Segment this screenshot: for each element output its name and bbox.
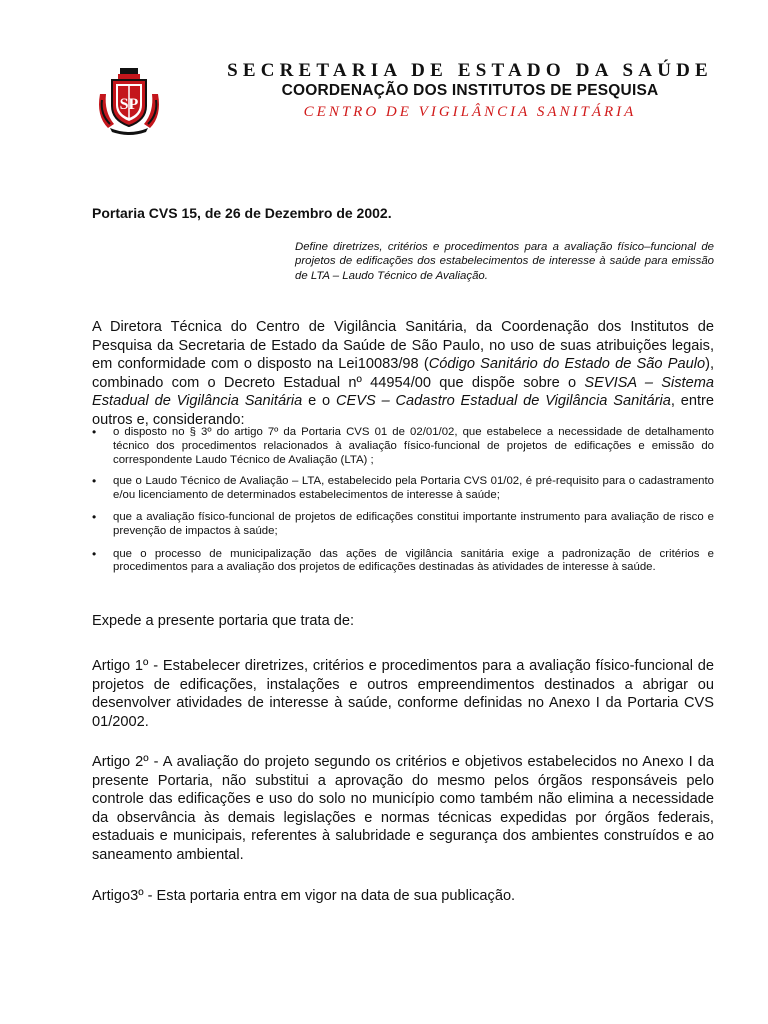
header-centro: CENTRO DE VIGILÂNCIA SANITÁRIA — [303, 104, 637, 120]
bullet-icon: • — [92, 509, 97, 524]
list-item: • que o processo de municipalização das ações de vigilância sanitária exige a padronização de critérios e procedimentos para a avaliação dos projetos de edificações destinadas às atividades de interesse à saúde. — [92, 546, 714, 574]
list-item: • que a avaliação físico-funcional de projetos de edificações constitui importante instrumento para avaliação de risco e prevenção de impactos à saúde; — [92, 509, 714, 537]
list-item: • o disposto no § 3º do artigo 7º da Portaria CVS 01 de 02/01/02, que estabelece a necessidade de detalhamento técnico dos procedimentos relacionados à avaliação físico-funcional de projetos de edificações e emissão do correspondente Laudo Técnico de Avaliação (LTA) ; — [92, 425, 714, 466]
considerandos-list — [92, 426, 714, 583]
header-secretaria: SECRETARIA DE ESTADO DA SAÚDE — [227, 60, 713, 81]
artigo-3: Artigo3º - Esta portaria entra em vigor na data de sua publicação. — [92, 888, 516, 904]
list-item: • que o Laudo Técnico de Avaliação – LTA, estabelecido pela Portaria CVS 01/02, é pré-requisito para o cadastramento e/ou licenciamento de determinados estabelecimentos de interesse à saúde; — [92, 474, 714, 502]
ementa: Define diretrizes, critérios e procedimentos para a avaliação físico–funcional de projetos de edificações dos estabelecimentos de interesse à saúde para emissão de LTA – Laudo Técnico de Avaliação. — [295, 241, 714, 282]
bullet-icon: • — [92, 425, 97, 439]
seal-letters: SP — [119, 96, 139, 113]
intro-paragraph: A Diretora Técnica do Centro de Vigilância Sanitária, da Coordenação dos Institutos de Pesquisa da Secretaria de Estado da Saúde de São Paulo, no uso de suas atribuições legais, em conformidade com o disposto na Lei10083/98 (Código Sanitário do Estado de São Paulo), combinado com o Decreto Estadual nº 44954/00 que dispõe sobre o SEVISA – Sistema Estadual de Vigilância Sanitária e o CEVS – Cadastro Estadual de Vigilância Sanitária, entre outros e, considerando: — [92, 319, 714, 428]
bullet-icon: • — [92, 474, 97, 489]
expede-paragraph: Expede a presente portaria que trata de: — [92, 613, 355, 629]
sao-paulo-seal-icon — [92, 66, 166, 136]
header-coordenacao: COORDENAÇÃO DOS INSTITUTOS DE PESQUISA — [281, 82, 659, 99]
document-title: Portaria CVS 15, de 26 de Dezembro de 2002. — [92, 205, 392, 221]
artigo-2: Artigo 2º - A avaliação do projeto segundo os critérios e objetivos estabelecidos no Anexo I da presente Portaria, não substitui a aprovação do mesmo pelos órgãos responsáveis pelo controle das edificações e uso do solo no município como também não elimina a necessidade da observância às demais legislações e normas técnicas expedidas por órgãos federais, estaduais e municipais, referentes à salubridade e segurança dos ambientes construídos e ao saneamento ambiental. — [92, 754, 714, 863]
bullet-icon: • — [92, 546, 97, 561]
artigo-1: Artigo 1º - Estabelecer diretrizes, critérios e procedimentos para a avaliação físico-funcional de projetos de edificações, instalações e outros empreendimentos destinados a abrigar ou desenvolver atividades de interesse à saúde, conforme definidas no Anexo I da Portaria CVS 01/2002. — [92, 658, 714, 730]
